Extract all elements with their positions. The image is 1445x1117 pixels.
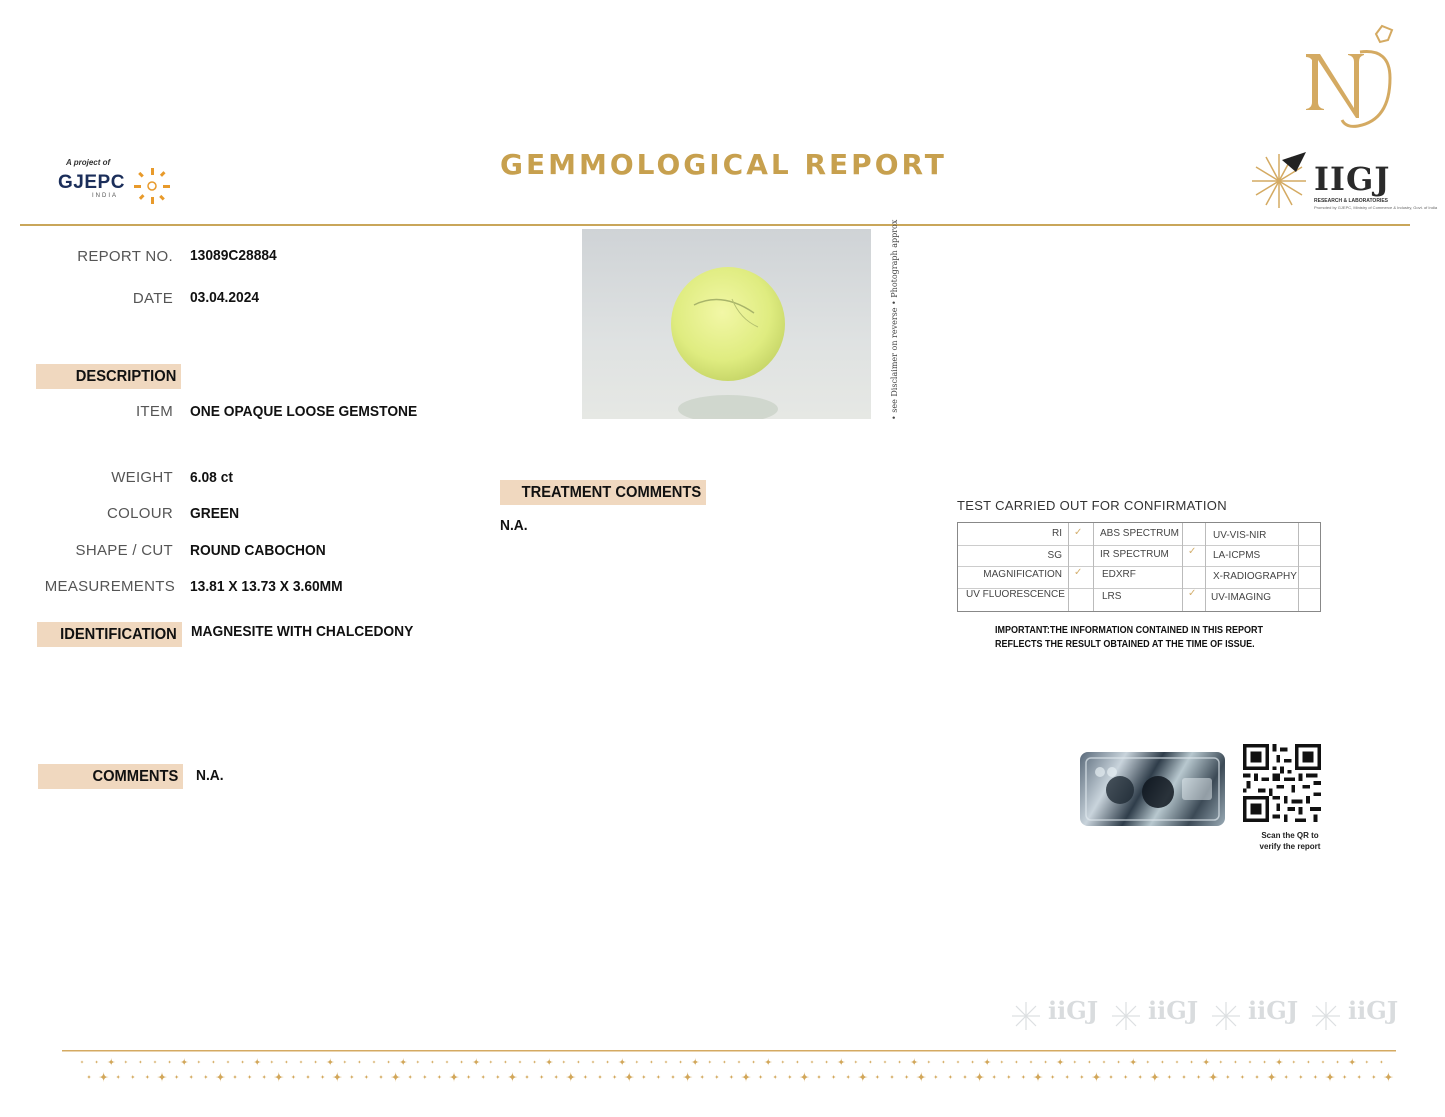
item-value: ONE OPAQUE LOOSE GEMSTONE [190,403,418,420]
test-cell: UV FLUORESCENCE [966,589,1065,600]
important-text: THE INFORMATION CONTAINED IN THIS REPORT REFLECTS THE RESULT OBTAINED AT THE TIME OF ISSUE. [995,625,1264,650]
test-cell: RI [1052,528,1062,539]
photo-caption: • see Disclaimer on reverse • Photograph approx [890,219,899,420]
test-cell: LRS [1102,591,1122,602]
test-table [957,522,1321,612]
test-cell: IR SPECTRUM [1100,549,1169,560]
gjepc-tagline: A project of [66,158,111,167]
test-table-title: TEST CARRIED OUT FOR CONFIRMATION [957,498,1227,513]
treatment-heading: TREATMENT COMMENTS [500,480,706,505]
shape-label: SHAPE / CUT [75,542,173,559]
identification-heading: IDENTIFICATION [37,622,182,647]
item-label: ITEM [135,403,173,420]
check-icon: ✓ [1074,567,1083,578]
test-cell: LA-ICPMS [1213,550,1261,561]
date-value: 03.04.2024 [190,289,260,306]
test-cell: UV-IMAGING [1211,592,1272,603]
watermark-logo: iiGJ [1348,996,1399,1025]
weight-label: WEIGHT [111,469,173,486]
important-label: IMPORTANT: [995,625,1050,636]
iigj-logo [1248,150,1438,212]
report-no-label: REPORT NO. [77,248,173,265]
qr-code-icon [1243,744,1321,822]
test-cell: ABS SPECTRUM [1100,528,1179,539]
gemstone-photo [582,229,871,419]
iigj-name: IIGJ [1314,160,1391,198]
iigj-subtitle-2: Promoted by GJEPC, Ministry of Commerce & Industry, Govt. of India [1314,205,1438,210]
report-title: GEMMOLOGICAL REPORT [500,148,947,181]
description-heading: DESCRIPTION [36,364,181,389]
report-no-value: 13089C28884 [190,247,277,264]
iigj-burst-icon [1248,150,1310,212]
watermark-logo: iiGJ [1248,996,1299,1025]
identification-value: MAGNESITE WITH CHALCEDONY [191,623,414,640]
test-cell: SG [1047,550,1062,561]
check-icon: ✓ [1188,588,1197,599]
comments-heading: COMMENTS [38,764,183,789]
watermark-strip [1008,996,1408,1036]
shape-value: ROUND CABOCHON [190,542,326,559]
date-label: DATE [132,290,173,307]
measurements-label: MEASUREMENTS [44,578,175,595]
gjepc-sun-icon [132,166,172,206]
colour-value: GREEN [190,505,240,522]
decorative-star-border [62,1046,1400,1092]
check-icon: ✓ [1074,527,1083,538]
hologram-seal [1080,752,1225,826]
iigj-subtitle: RESEARCH & LABORATORIES [1314,198,1388,204]
test-cell: MAGNIFICATION [983,569,1062,580]
test-cell: X-RADIOGRAPHY [1213,571,1297,582]
test-cell: EDXRF [1102,569,1136,580]
comments-value: N.A. [196,767,224,784]
watermark-logo: iiGJ [1148,996,1199,1025]
test-cell: UV-VIS-NIR [1213,530,1267,541]
weight-value: 6.08 ct [190,469,233,486]
gjepc-country: INDIA [92,193,119,199]
gjepc-logo [58,158,178,210]
qr-caption: Scan the QR to verify the report [1259,831,1321,851]
header-rule [20,224,1410,226]
watermark-logo: iiGJ [1048,996,1099,1025]
nj-logo-icon [1298,22,1398,132]
colour-label: COLOUR [107,505,173,522]
watermark-burst-icons [1008,996,1408,1036]
important-note [995,624,1292,652]
check-icon: ✓ [1188,546,1197,557]
treatment-value: N.A. [500,517,528,534]
gjepc-name: GJEPC [58,172,125,193]
measurements-value: 13.81 X 13.73 X 3.60MM [190,578,343,595]
